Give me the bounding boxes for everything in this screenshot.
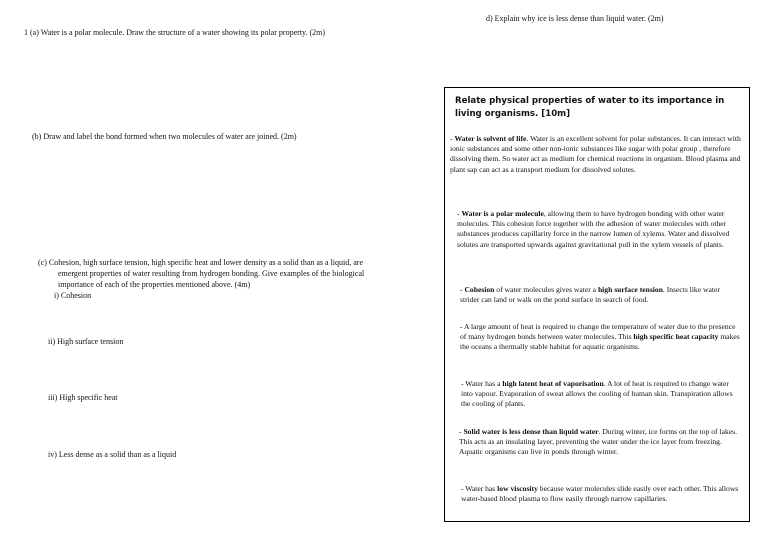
question-1c-line1: (c) Cohesion, high surface tension, high specific heat and lower density as a solid than as a liquid, are [38, 258, 364, 267]
paragraph-solvent: - Water is solvent of life. Water is an excellent solvent for polar substances. It can interact with ionic substances and some other non-ionic substances like sugar with polar group , therefore dissolving them. So water act as medium for chemical reactions in organism. Blood plasma and plant sap can act as a transport medium for dissolved solutes. [450, 134, 741, 174]
paragraph-viscosity: - Water has low viscosity because water molecules slide easily over each other. This allows water-based blood plasma to flow easily through narrow capillaries. [461, 484, 739, 504]
paragraph-surface-tension: - Cohesion of water molecules gives water a high surface tension. Insects like water strider can land or walk on the pond surface in search of food. [460, 285, 720, 305]
paragraph-polar: - Water is a polar molecule, allowing them to have hydrogen bonding with other water molecules. This cohesion force together with the adhesion of water molecules with other substances produces capillarity force in the narrow lumen of xylems. Water and dissolved solutes are transported upwards against gravitational pull in the xylem vessels of plants. [457, 209, 730, 249]
subquestion-iii: iii) High specific heat [48, 393, 118, 402]
paragraph-polar-bold: Water is a polar molecule [461, 209, 544, 218]
subquestion-ii: ii) High surface tension [48, 337, 124, 346]
paragraph-latent-heat: - Water has a high latent heat of vaporisation. A lot of heat is required to change water into vapour. Evaporation of sweat allows the cooling of human skin. Transpiration allows the cooling of plants. [461, 379, 733, 409]
answer-box-title: Relate physical properties of water to its importance in living organisms. [10m] [455, 96, 725, 119]
paragraph-specific-heat: - A large amount of heat is required to change the temperature of water due to the presence of many hydrogen bonds between water molecules. This high specific heat capacity makes the oceans a thermally stable habitat for aquatic organisms. [460, 322, 740, 352]
question-1c-line3: importance of each of the properties mentioned above. (4m) [58, 280, 251, 289]
question-1d: d) Explain why ice is less dense than liquid water. (2m) [486, 14, 664, 23]
question-1c-line2: emergent properties of water resulting from hydrogen bonding. Give examples of the biological [58, 269, 365, 278]
subquestion-i: i) Cohesion [54, 291, 92, 300]
question-1a: 1 (a) Water is a polar molecule. Draw the structure of a water showing its polar property. (2m) [24, 28, 326, 37]
answer-box [444, 87, 750, 522]
question-1b: (b) Draw and label the bond formed when two molecules of water are joined. (2m) [32, 132, 297, 141]
subquestion-iv: iv) Less dense as a solid than as a liquid [48, 450, 177, 459]
paragraph-solvent-bold: Water is solvent of life [454, 134, 527, 143]
paragraph-density: - Solid water is less dense than liquid water. During winter, ice forms on the top of lakes. This acts as an insulating layer, preventing the water under the ice layer from freezing. Aquatic organisms can live in ponds through winter. [459, 427, 737, 457]
